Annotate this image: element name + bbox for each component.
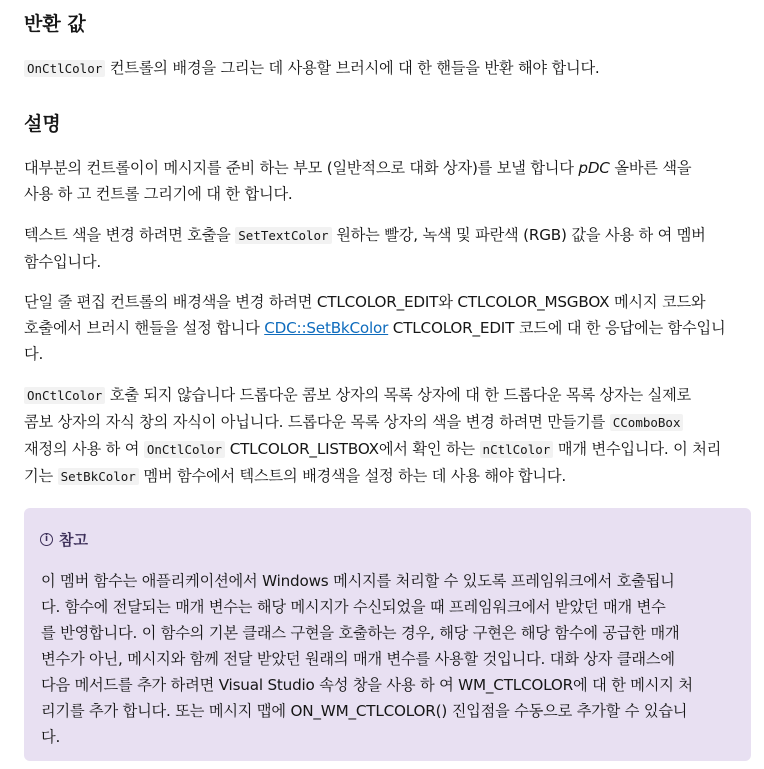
- code-ccombobox: CComboBox: [610, 414, 684, 431]
- remarks-paragraph-4: [24, 382, 754, 490]
- note-body: [41, 568, 741, 750]
- p3-text-a: 호출에서 브러시 핸들을 설정 합니다: [24, 319, 265, 337]
- p4-text-3b: CTLCOLOR_LISTBOX에서 확인 하는: [225, 440, 480, 458]
- p3-line-3: 다.: [24, 345, 44, 363]
- remarks-paragraph-2: [24, 222, 754, 275]
- code-oncltcolor-3: OnCtlColor: [144, 441, 225, 458]
- p2-text-b: 원하는 빨강, 녹색 및 파란색 (RGB) 값을 사용 하 여 멤버: [331, 226, 706, 244]
- code-settextcolor: SetTextColor: [235, 227, 331, 244]
- p4-text-4a: 기는: [24, 467, 58, 485]
- info-icon: i: [40, 533, 53, 546]
- note-line: 다. 함수에 전달되는 매개 변수는 해당 메시지가 수신되었을 때 프레임워크에서 받았던 매개 변수: [41, 598, 666, 616]
- p4-text-3c: 매개 변수입니다. 이 처리: [553, 440, 722, 458]
- note-title-text: 참고: [59, 530, 88, 549]
- p3-line-1: 단일 줄 편집 컨트롤의 배경색을 변경 하려면 CTLCOLOR_EDIT와 CTLCOLOR_MSGBOX 메시지 코드와: [24, 293, 706, 311]
- p3-text-b: CTLCOLOR_EDIT 코드에 대 한 응답에는 함수입니: [388, 319, 726, 337]
- p4-text-1b: 호출 되지 않습니다 드롭다운 콤보 상자의 목록 상자에 대 한 드롭다운 목록 상자는 실제로: [105, 386, 692, 404]
- p1-line-2: 사용 하 고 컨트롤 그리기에 대 한 합니다.: [24, 185, 293, 203]
- note-title: [40, 528, 88, 550]
- return-value-paragraph: [24, 55, 754, 82]
- code-oncltcolor: OnCtlColor: [24, 60, 105, 77]
- code-oncltcolor-2: OnCtlColor: [24, 387, 105, 404]
- return-value-text: 컨트롤의 배경을 그리는 데 사용할 브러시에 대 한 핸들을 반환 해야 합니다.: [105, 59, 600, 77]
- p2-text-a: 텍스트 색을 변경 하려면 호출을: [24, 226, 236, 244]
- note-line: 리기를 추가 합니다. 또는 메시지 맵에 ON_WM_CTLCOLOR() 진입점을 수동으로 추가할 수 있습니: [41, 702, 688, 720]
- code-setbkcolor: SetBkColor: [58, 468, 139, 485]
- p4-text-3a: 재정의 사용 하 여: [24, 440, 144, 458]
- note-callout: [24, 508, 751, 761]
- cdc-setbkcolor-link[interactable]: CDC::SetBkColor: [264, 319, 389, 337]
- note-line: 를 반영합니다. 이 함수의 기본 클래스 구현을 호출하는 경우, 해당 구현은 해당 함수에 공급한 매개: [41, 624, 680, 642]
- remarks-paragraph-3: [24, 289, 754, 367]
- p1-text-b: 올바른 색을: [609, 159, 692, 177]
- note-line: 다.: [41, 728, 61, 746]
- note-line: 이 멤버 함수는 애플리케이션에서 Windows 메시지를 처리할 수 있도록 프레임워크에서 호출됩니: [41, 572, 675, 590]
- return-value-heading: 반환 값: [24, 13, 86, 35]
- remarks-heading: 설명: [24, 113, 61, 135]
- p2-line-2: 함수입니다.: [24, 253, 101, 271]
- p1-italic-pdc: pDC: [578, 159, 610, 177]
- p4-text-4b: 멤버 함수에서 텍스트의 배경색을 설정 하는 데 사용 해야 합니다.: [138, 467, 566, 485]
- note-line: 다음 메서드를 추가 하려면 Visual Studio 속성 창을 사용 하 여 WM_CTLCOLOR에 대 한 메시지 처: [41, 676, 693, 694]
- p1-text-a: 대부분의 컨트롤이이 메시지를 준비 하는 부모 (일반적으로 대화 상자)를 보낼 합니다: [24, 159, 579, 177]
- code-nctlcolor: nCtlColor: [480, 441, 554, 458]
- remarks-paragraph-1: [24, 155, 754, 207]
- note-line: 변수가 아닌, 메시지와 함께 전달 받았던 원래의 매개 변수를 사용할 것입니다. 대화 상자 클래스에: [41, 650, 675, 668]
- p4-text-2a: 콤보 상자의 자식 창의 자식이 아닙니다. 드롭다운 목록 상자의 색을 변경 하려면 만들기를: [24, 413, 610, 431]
